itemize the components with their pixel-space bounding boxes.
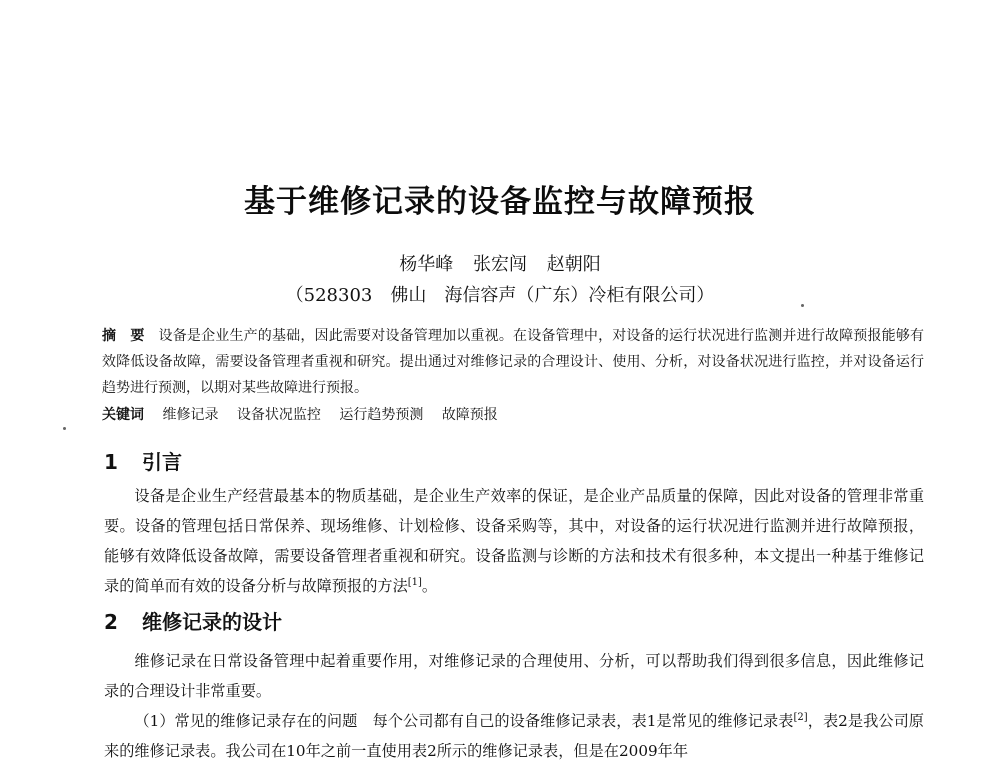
section-heading [104,606,282,635]
author-name: 赵朝阳 [546,254,601,275]
paragraph-text: 设备是企业生产经营最基本的物质基础，是企业生产效率的保证，是企业产品质量的保障，因此对设备的管理非常重要。设备的管理包括日常保养、现场维修、计划检修、设备采购等，其中，对设备的运行状况进行监测并进行故障预报，能够有效降低设备故障，需要设备管理者重视和研究。设备监测与诊断的方法和技术有很多种，本文提出一种基于维修记录的简单而有效的设备分析与故障预报的方法 [104,487,924,595]
keyword: 运行趋势预测 [339,407,424,423]
paragraph-tail: ，表2是我公司原来的维修记录表。我公司在10年之前一直使用表2所示的维修记录表，但是在2009年年 [104,712,924,760]
author-list [0,250,1000,276]
affiliation: （528303 佛山 海信容声（广东）冷柜有限公司） [285,285,715,306]
section-number: 2 [104,610,118,634]
keywords [102,402,924,428]
abstract-label: 摘 要 [102,328,145,344]
keywords-label: 关键词 [102,407,144,423]
section-title: 维修记录的设计 [142,610,282,634]
scan-speck [801,304,804,307]
abstract [102,323,924,401]
keyword: 设备状况监控 [236,407,321,423]
section-body [104,646,924,766]
author-name: 张宏闯 [473,254,527,275]
paragraph-tail: 。 [421,577,438,595]
author-name: 杨华峰 [399,254,454,275]
citation: [1] [407,576,422,588]
scan-speck [63,427,66,430]
section-title: 引言 [142,450,182,474]
paragraph [104,481,924,601]
paragraph-text: 维修记录在日常设备管理中起着重要作用，对维修记录的合理使用、分析，可以帮助我们得到很多信息，因此维修记录的合理设计非常重要。 [104,652,924,700]
section-number: 1 [104,450,118,474]
keyword: 故障预报 [441,407,498,423]
abstract-text: 设备是企业生产的基础，因此需要对设备管理加以重视。在设备管理中，对设备的运行状况进行监测并进行故障预报能够有效降低设备故障，需要设备管理者重视和研究。提出通过对维修记录的合理设计、使用、分析，对设备状况进行监控，并对设备运行趋势进行预测，以期对某些故障进行预报。 [102,328,925,396]
section-body [104,481,924,601]
citation: [2] [793,711,808,723]
paper-title: 基于维修记录的设备监控与故障预报 [244,184,756,220]
paragraph-text: （1）常见的维修记录存在的问题 每个公司都有自己的设备维修记录表，表1是常见的维修记录表 [134,712,794,730]
keyword: 维修记录 [162,407,219,423]
section-heading [104,446,182,475]
paragraph [104,646,924,706]
paragraph [104,706,924,766]
